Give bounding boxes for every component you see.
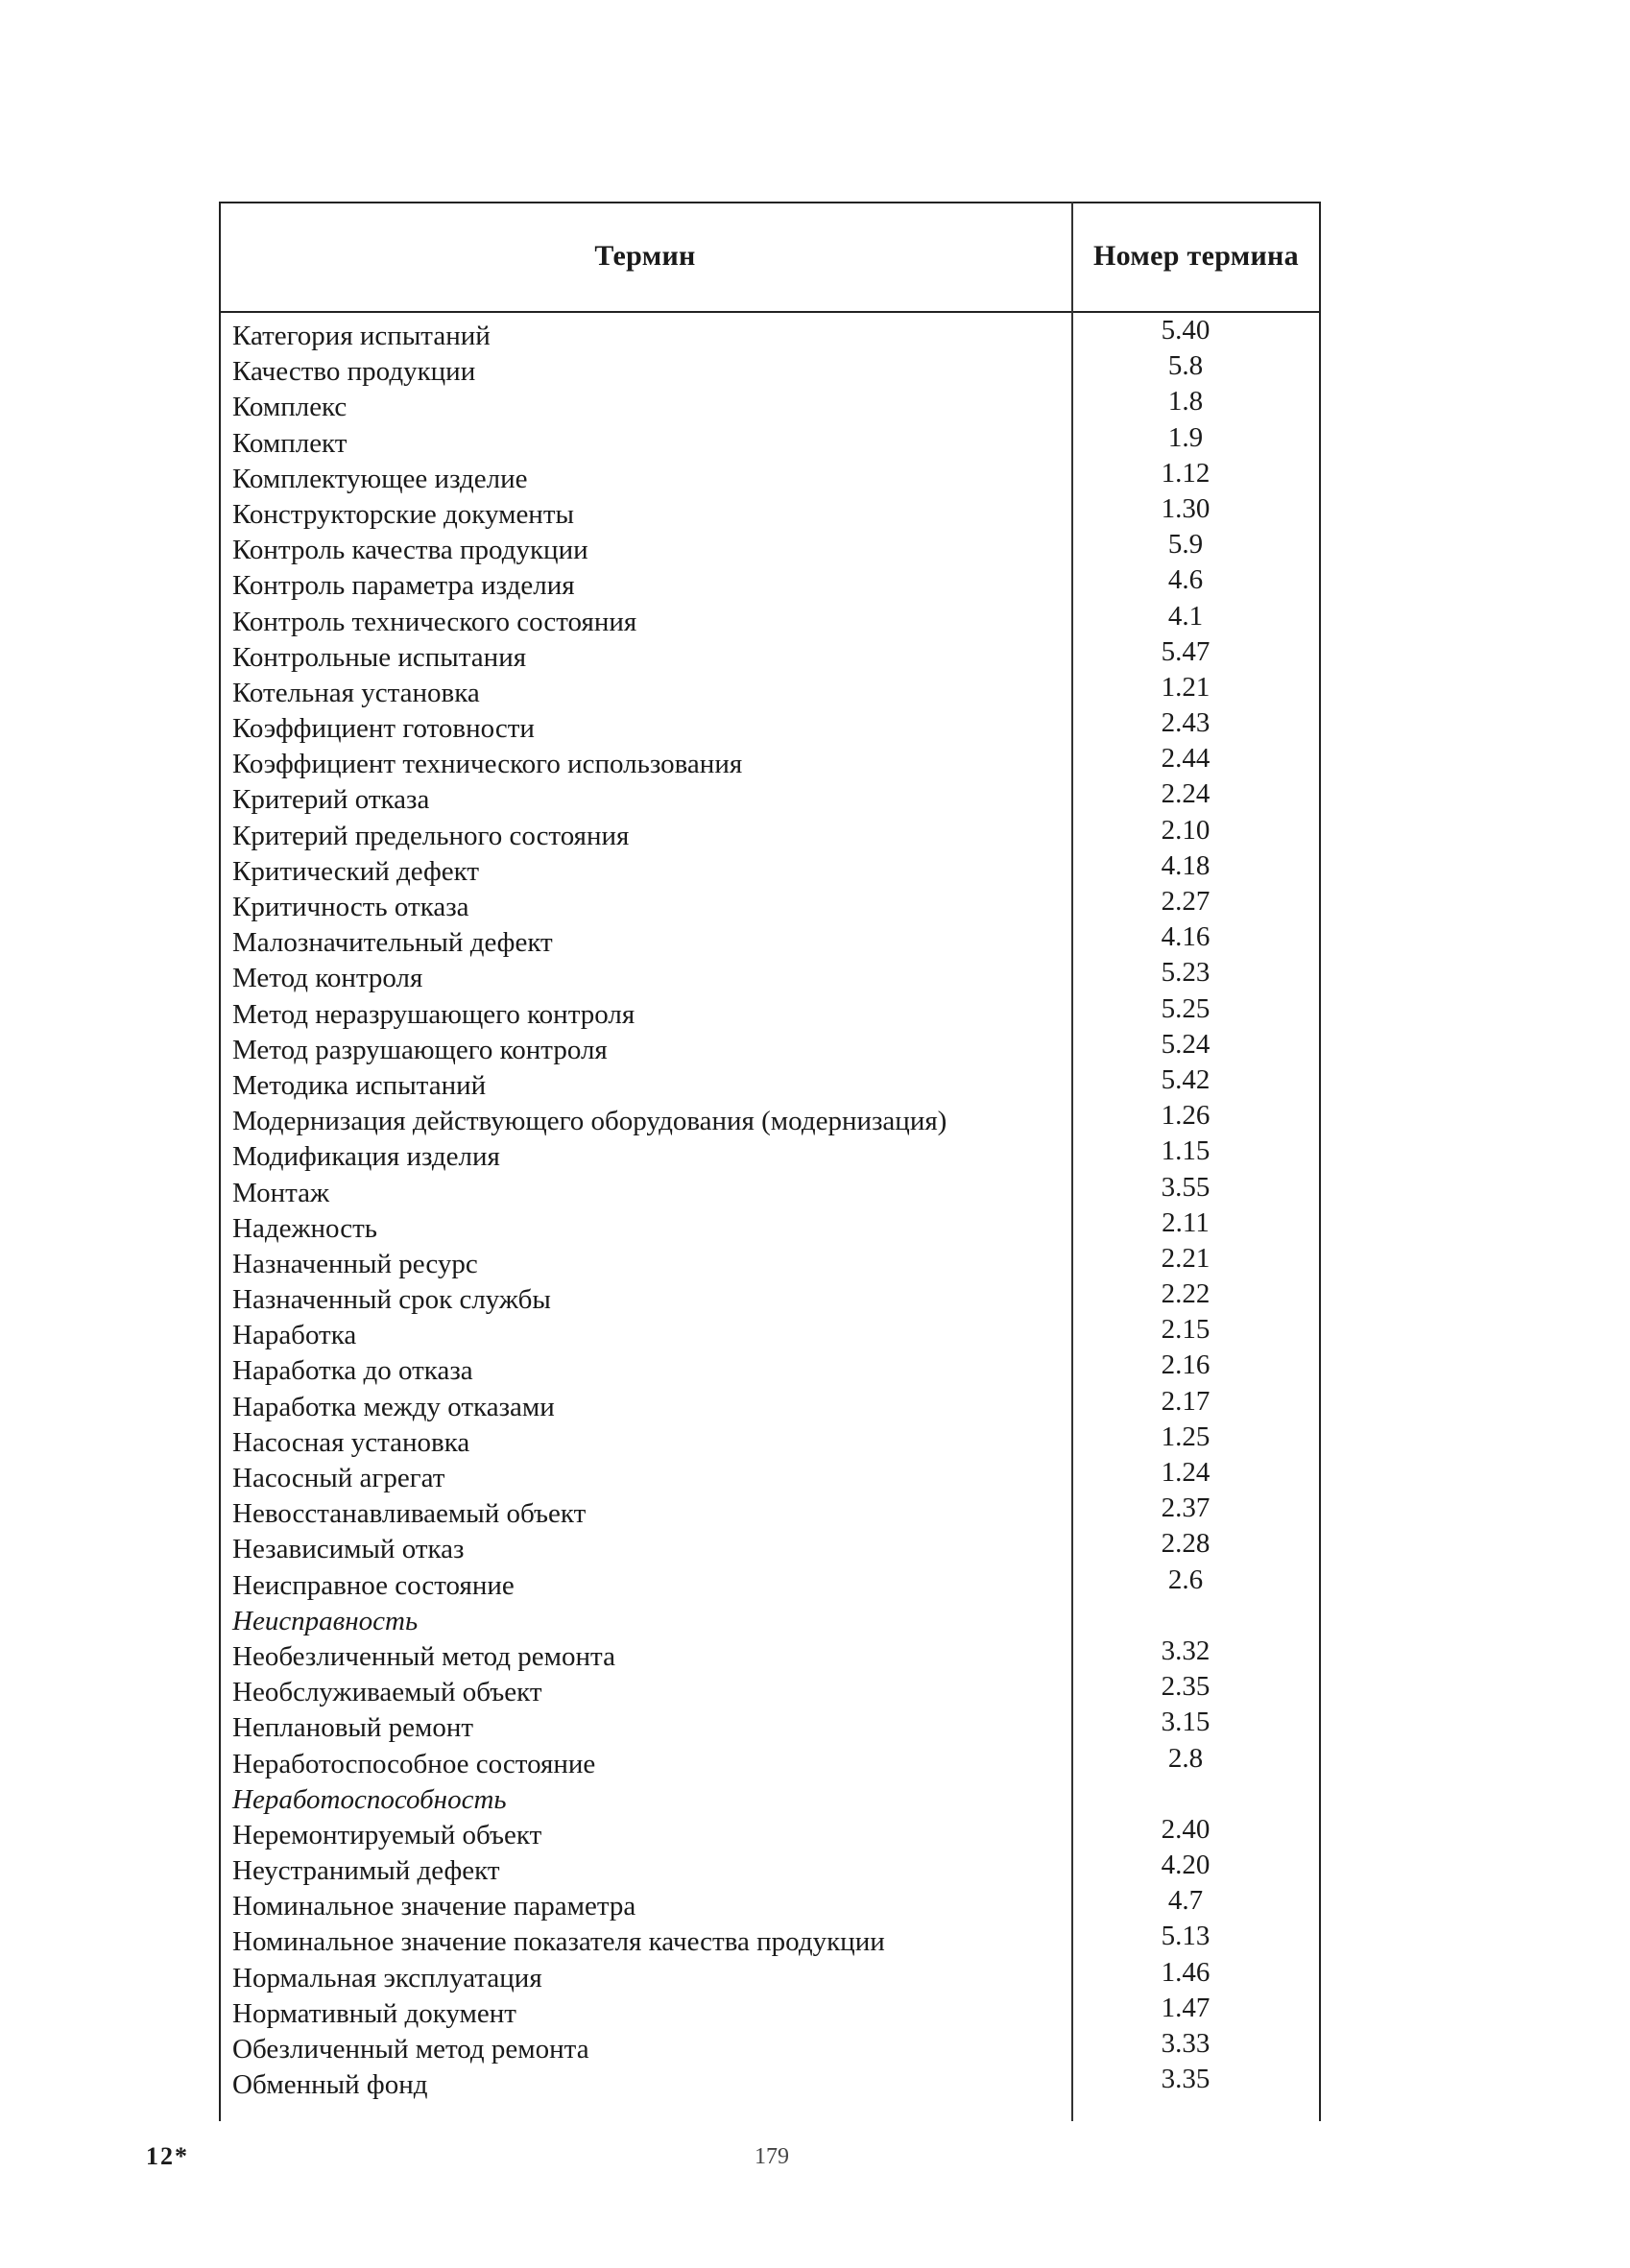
term-cell: Неработоспособное состояние [232, 1748, 596, 1779]
term-number-cell: 1.9 [1167, 421, 1204, 453]
term-number-cell: 2.10 [1161, 814, 1211, 846]
term-cell: Контроль параметра изделия [232, 570, 575, 602]
term-cell: Методика испытаний [232, 1069, 487, 1101]
term-number-cell [1073, 1598, 1319, 1634]
term-cell: Неисправность [232, 1605, 419, 1636]
term-number-cell: 2.28 [1161, 1528, 1211, 1560]
term-number-cell: 2.27 [1161, 886, 1211, 917]
term-cell: Конструкторские документы [232, 498, 574, 530]
term-cell: Комплектующее изделие [232, 463, 528, 494]
term-number-cell: 2.16 [1161, 1349, 1211, 1381]
term-cell: Критичность отказа [232, 892, 469, 922]
term-cell: Комплект [232, 427, 348, 459]
term-cell: Неисправное состояние [232, 1569, 515, 1601]
term-number-cell: 3.35 [1161, 2064, 1211, 2095]
term-number-cell: 5.23 [1161, 957, 1211, 989]
term-number-cell: 5.25 [1161, 992, 1211, 1024]
term-number-cell: 1.8 [1167, 386, 1204, 418]
term-number-cell: 1.15 [1161, 1135, 1211, 1167]
term-cell: Наработка до отказа [232, 1355, 473, 1387]
term-number-cell: 1.46 [1161, 1956, 1211, 1988]
term-number-cell: 2.6 [1167, 1564, 1204, 1595]
term-cell: Номинальное значение показателя качества продукции [232, 1926, 885, 1958]
term-number-cell: 2.43 [1161, 707, 1211, 739]
term-number-cell: 5.47 [1161, 635, 1211, 667]
term-number-cell: 1.12 [1161, 457, 1211, 489]
term-cell: Назначенный ресурс [232, 1248, 478, 1279]
term-cell: Надежность [232, 1212, 377, 1244]
term-cell: Модификация изделия [232, 1141, 500, 1173]
term-number-cell: 3.55 [1161, 1171, 1211, 1203]
term-cell: Контрольные испытания [232, 641, 527, 673]
term-cell: Неплановый ремонт [232, 1712, 474, 1744]
term-number-cell: 1.30 [1161, 492, 1211, 524]
term-cell: Нормальная эксплуатация [232, 1962, 542, 1993]
term-cell: Необслуживаемый объект [232, 1677, 542, 1708]
term-number-cell: 2.17 [1161, 1385, 1211, 1417]
term-number-cell: 4.20 [1161, 1850, 1211, 1881]
term-cell: Метод разрушающего контроля [232, 1034, 608, 1065]
term-number-cell: 1.26 [1161, 1100, 1211, 1132]
term-number-cell: 1.24 [1161, 1457, 1211, 1488]
term-cell: Назначенный срок службы [232, 1284, 551, 1316]
term-number-cell: 4.18 [1161, 849, 1211, 881]
term-number-cell: 2.15 [1161, 1314, 1211, 1346]
term-number-cell: 2.40 [1161, 1813, 1211, 1845]
term-cell: Наработка между отказами [232, 1391, 555, 1422]
term-cell: Неработоспособность [232, 1783, 507, 1815]
term-number-cell: 2.21 [1161, 1242, 1211, 1274]
term-number-cell: 3.33 [1161, 2028, 1211, 2059]
term-cell: Неремонтируемый объект [232, 1819, 542, 1850]
term-cell: Неустранимый дефект [232, 1855, 500, 1887]
term-cell: Номинальное значение параметра [232, 1891, 636, 1922]
term-number-cell: 4.6 [1167, 564, 1204, 596]
term-cell: Критерий предельного состояния [232, 820, 630, 851]
term-number-cell: 2.44 [1161, 743, 1211, 775]
term-number-cell: 1.47 [1161, 1992, 1211, 2023]
term-cell: Контроль технического состояния [232, 606, 637, 637]
term-number-cell: 2.22 [1161, 1278, 1211, 1310]
term-number-cell [1073, 1777, 1319, 1812]
term-number-cell: 1.21 [1161, 671, 1211, 703]
term-cell: Монтаж [232, 1177, 330, 1208]
term-number-cell: 2.37 [1161, 1492, 1211, 1524]
term-cell: Коэффициент готовности [232, 713, 535, 745]
signature-mark: 12* [146, 2142, 189, 2170]
term-cell: Комплекс [232, 392, 348, 423]
term-cell: Независимый отказ [232, 1534, 465, 1565]
term-cell: Котельная установка [232, 677, 480, 708]
term-cell: Коэффициент технического использования [232, 749, 743, 780]
term-cell: Критический дефект [232, 855, 480, 887]
term-number-cell: 3.15 [1161, 1707, 1211, 1738]
term-number-cell: 4.1 [1167, 600, 1204, 632]
term-cell: Малозначительный дефект [232, 927, 553, 959]
table-body [219, 315, 1321, 2103]
term-number-cell: 5.42 [1161, 1063, 1211, 1095]
term-cell: Обменный фонд [232, 2069, 428, 2101]
term-cell: Невосстанавливаемый объект [232, 1498, 587, 1530]
term-cell: Нормативный документ [232, 1997, 516, 2029]
term-number-cell: 1.25 [1161, 1420, 1211, 1452]
term-cell: Наработка [232, 1320, 357, 1351]
term-cell: Модернизация действующего оборудования (модернизация) [232, 1106, 947, 1137]
term-number-cell: 4.16 [1161, 921, 1211, 953]
term-number-cell: 5.24 [1161, 1028, 1211, 1060]
term-number-cell: 3.32 [1161, 1635, 1211, 1666]
term-cell: Контроль качества продукции [232, 535, 588, 566]
term-cell: Качество продукции [232, 356, 476, 388]
term-cell: Категория испытаний [232, 321, 491, 351]
term-cell: Обезличенный метод ремонта [232, 2034, 589, 2065]
term-number-cell: 4.7 [1167, 1885, 1204, 1917]
term-number-cell: 2.8 [1167, 1742, 1204, 1774]
term-cell: Насосная установка [232, 1426, 470, 1458]
term-number-cell: 5.8 [1167, 350, 1204, 382]
term-number-cell: 5.40 [1161, 315, 1211, 346]
term-cell: Необезличенный метод ремонта [232, 1640, 615, 1672]
terms-index-table [219, 202, 1321, 2121]
term-number-cell: 5.9 [1167, 529, 1204, 561]
term-cell: Метод неразрушающего контроля [232, 998, 635, 1030]
term-number-cell: 2.24 [1161, 778, 1211, 810]
term-number-cell: 5.13 [1161, 1921, 1211, 1952]
page-number: 179 [755, 2144, 789, 2169]
term-number-cell: 2.35 [1161, 1671, 1211, 1703]
table-row [219, 2064, 1321, 2103]
term-number-cell: 2.11 [1162, 1206, 1210, 1238]
column-header-term-number: Номер термина [1093, 240, 1299, 272]
term-cell: Критерий отказа [232, 784, 430, 816]
column-header-terms: Термин [594, 240, 696, 272]
term-cell: Метод контроля [232, 963, 423, 994]
term-cell: Насосный агрегат [232, 1463, 445, 1493]
